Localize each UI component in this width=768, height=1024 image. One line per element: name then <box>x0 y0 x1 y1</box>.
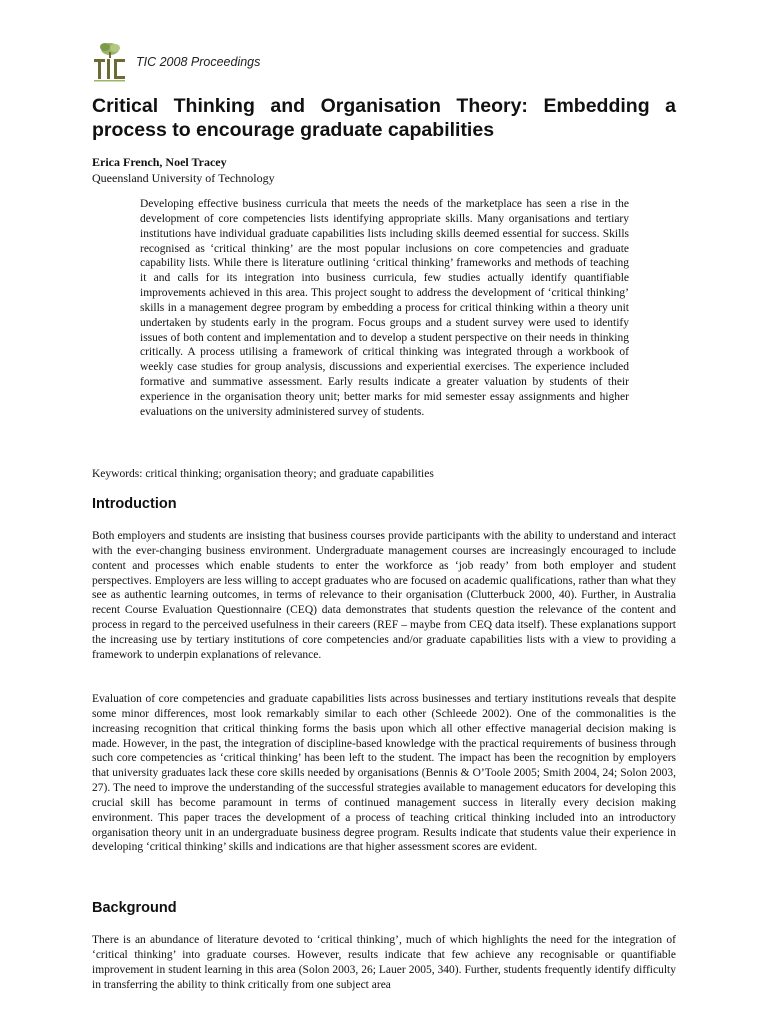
paper-title: Critical Thinking and Organisation Theory: Embedding a process to encourage graduate capabilities <box>92 95 676 141</box>
abstract: Developing effective business curricula that meets the needs of the marketplace has seen a rise in the development of core competencies lists identifying appropriate skills. Many organisations and tertiary institutions have individual graduate capabilities lists including skills deemed essential for success. Skills recognised as ‘critical thinking’ are the most popular inclusions on core competencies and graduate capability lists. While there is literature outlining ‘critical thinking’ frameworks and methods of teaching it and calls for its integration into business curricula, few studies actually identify quantifiable improvements achieved in this area. This project sought to address the development of ‘critical thinking’ skills in a management degree program by embedding a process for critical thinking within a theory unit undertaken by students early in the program. Focus groups and a student survey were used to identify issues of both content and implementation and to develop a student perspective on their needs in thinking critically. A process utilising a framework of critical thinking was integrated through a workbook of weekly case studies for group analysis, discussions and experiential exercises. The experience included formative and summative assessment. Early results indicate a greater valuation by students of their experience in the organisation theory unit; better marks for mid semester essay assignments and higher evaluations on the university administered survey of students. <box>140 198 629 418</box>
section-heading-background: Background <box>92 900 177 916</box>
keywords: Keywords: critical thinking; organisation theory; and graduate capabilities <box>92 468 434 480</box>
section-heading-introduction: Introduction <box>92 496 177 512</box>
paper-authors: Erica French, Noel Tracey <box>92 155 227 169</box>
proceedings-label: TIC 2008 Proceedings <box>136 55 261 69</box>
background-paragraph-1: There is an abundance of literature devoted to ‘critical thinking’, much of which highlights the need for the integration of ‘critical thinking’ into graduate courses. However, results indicate that few achieve any recognisable or quantifiable improvement in student learning in this area (Solon 2003, 26; Lauer 2005, 340). Further, students frequently identify difficulty in transferring the ability to think critically from one subject area <box>92 934 676 991</box>
intro-paragraph-1: Both employers and students are insisting that business courses provide participants with the ability to understand and interact with the ever-changing business environment. Undergraduate management courses are increasingly encouraged to include content and processes which enable students to enter the workforce as ‘job ready’ from both employer and student perspectives. Employers are less willing to accept graduates who are focused on academic qualifications, rather than what they see as authentic learning outcomes, in terms of relevance to their organisation (Clutterbuck 2000, 40). Further, in Australia recent Course Evaluation Questionnaire (CEQ) data demonstrates that students question the relevance of the content and process in regard to the perceived usefulness in their careers (REF – maybe from CEQ data itself). These explanations support the increasing use by tertiary institutions of core competencies and/or graduate capabilities lists with a view to providing a framework to underpin explanations of relevance. <box>92 530 676 661</box>
intro-paragraph-2: Evaluation of core competencies and graduate capabilities lists across businesses and tertiary institutions reveals that despite some minor differences, most look remarkably similar to each other (Schleede 2002). One of the commonalities is the increasing recognition that critical thinking forms the basis upon which all other effective managerial decision making is made. However, in the past, the integration of discipline-based knowledge with the practical requirements of business through such core competencies as ‘critical thinking’ has been left to the student. The impact has been the recognition by employers that university graduates lack these core skills needed by organisations (Bennis & O’Toole 2005; Smith 2004, 24; Solon 2003, 27). The need to improve the understanding of the successful strategies available to management educators for developing this crucial skill has become paramount in terms of continued management success in literally every decision making environment. This paper traces the development of a process of teaching critical thinking included into an introductory organisation theory unit in an undergraduate business degree program. Results indicate that students value their experience in developing ‘critical thinking’ skills and indications are that higher assessment scores are evident. <box>92 693 676 854</box>
author-affiliation: Queensland University of Technology <box>92 171 275 185</box>
tic-logo-icon <box>92 40 128 84</box>
proceedings-header <box>92 40 260 84</box>
